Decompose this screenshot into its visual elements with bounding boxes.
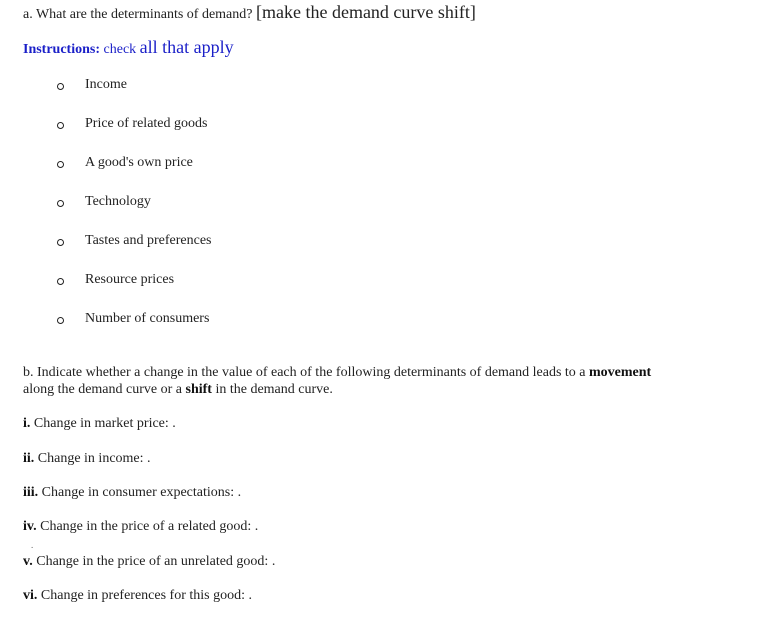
item-number: ii. [23,451,35,466]
instructions [23,37,234,58]
question-a [23,2,476,23]
instructions-text-large: all that apply [139,37,234,57]
question-b-text-1: b. Indicate whether a change in the value of each of the following determinants of demand leads to a [23,365,586,380]
item-number: v. [23,554,33,569]
radio-resource-prices[interactable] [57,278,64,285]
option-label: Resource prices [85,272,175,287]
option-label: Technology [85,194,151,209]
radio-income[interactable] [57,83,64,90]
question-b [23,364,723,398]
item-preferences [23,588,252,604]
item-income [23,451,151,467]
radio-goods-own-price[interactable] [57,161,64,168]
instructions-label: Instructions: [23,42,101,57]
item-text: Change in income: . [37,451,151,466]
item-market-price [23,416,176,432]
item-number: iii. [23,485,39,500]
question-b-text-2: along the demand curve or a [23,382,182,397]
option-label: Income [85,77,127,92]
question-b-text-3: in the demand curve. [215,382,333,397]
question-b-movement: movement [589,365,652,380]
radio-technology[interactable] [57,200,64,207]
item-related-good [23,519,258,535]
item-number: iv. [23,519,37,534]
option-label: Tastes and preferences [85,233,212,248]
item-text: Change in market price: . [33,416,176,431]
item-consumer-expectations [23,485,241,501]
item-unrelated-good [23,554,275,570]
question-b-shift: shift [185,382,212,397]
question-a-text: a. What are the determinants of demand? [23,7,253,22]
item-text: Change in preferences for this good: . [40,588,252,603]
item-text: Change in consumer expectations: . [41,485,242,500]
item-number: i. [23,416,31,431]
item-number: vi. [23,588,38,603]
radio-number-of-consumers[interactable] [57,317,64,324]
instructions-text-small: check [103,42,137,57]
item-text: Change in the price of a related good: . [40,519,259,534]
radio-price-of-related-goods[interactable] [57,122,64,129]
radio-tastes-and-preferences[interactable] [57,239,64,246]
question-a-hint: [make the demand curve shift] [255,2,476,22]
item-text: Change in the price of an unrelated good: . [36,554,276,569]
option-label: Price of related goods [85,116,208,131]
option-label: Number of consumers [85,311,210,326]
option-label: A good's own price [85,155,193,170]
stray-mark: . [31,540,34,550]
